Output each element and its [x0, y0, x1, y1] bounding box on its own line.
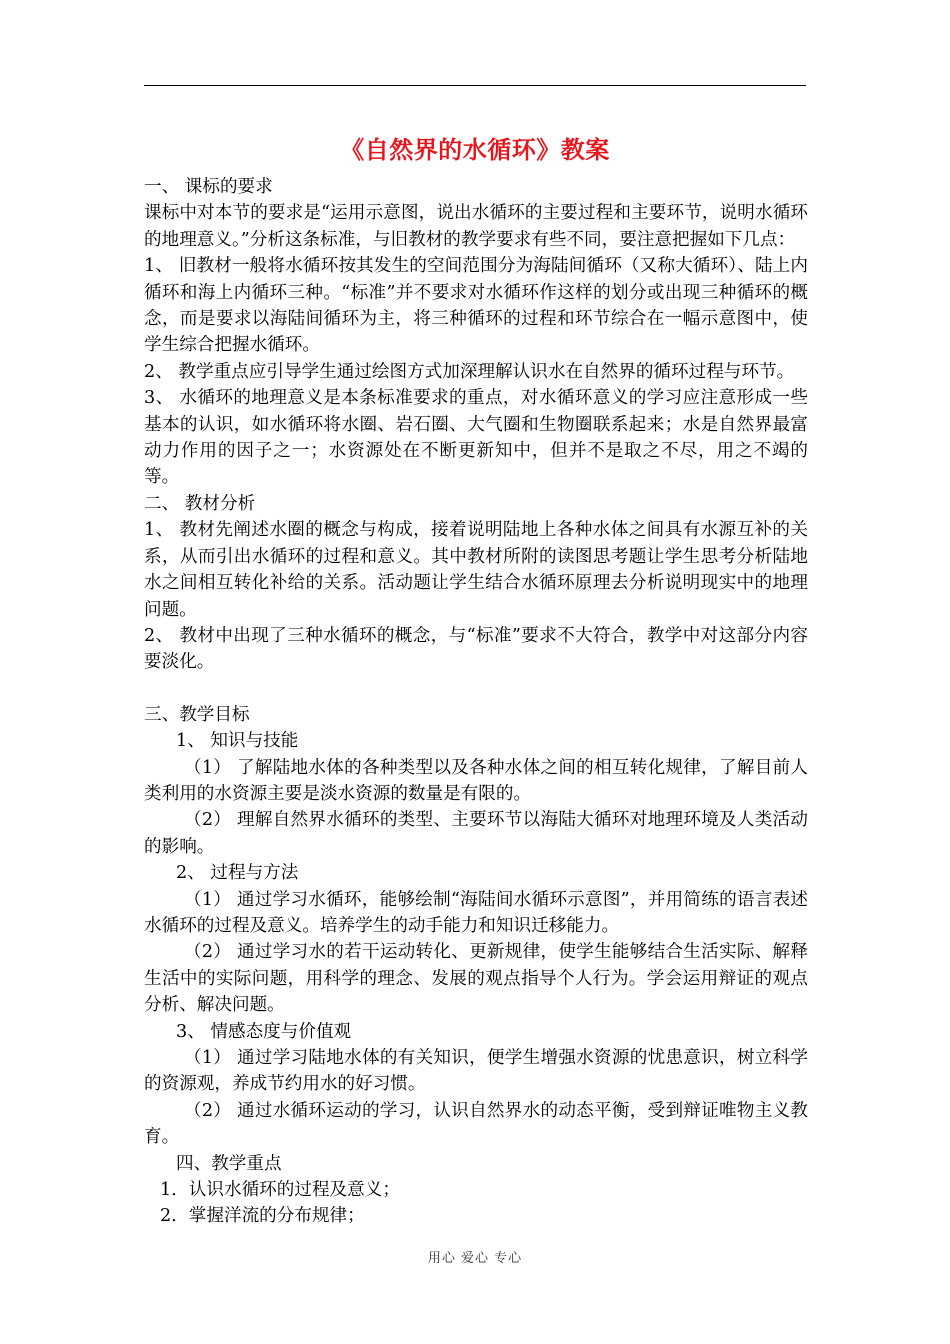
section-3-subheading-3: 3、 情感态度与价值观 — [176, 1021, 352, 1042]
section-3-subheading-1: 1、 知识与技能 — [176, 731, 299, 752]
document-title: 《自然界的水循环》教案 — [340, 136, 610, 164]
blank-line — [144, 676, 808, 702]
section-3-item-1-1 — [144, 755, 808, 808]
section-1-heading: 一、 课标的要求 — [144, 177, 273, 197]
section-3-item-1-2-text: （2） 理解自然界水循环的类型、主要环节以海陆大循环对地理环境及人类活动的影响。 — [144, 810, 808, 857]
section-4-heading: 四、教学重点 — [176, 1153, 282, 1174]
section-1-paragraph-4: 3、 水循环的地理意义是本条标准要求的重点，对水循环意义的学习应注意形成一些基本的认识，如水循环将水圈、岩石圈、大气圈和生物圈联系起来；水是自然界最富动力作用的因子之一；水资源处在不断更新知中，但并不是取之不尽，用之不竭的等。 — [144, 388, 808, 488]
section-4-item-1: 1．认识水循环的过程及意义； — [160, 1180, 400, 1201]
section-2-heading: 二、 教材分析 — [144, 493, 256, 514]
section-3-item-3-2-text: （2） 通过水循环运动的学习，认识自然界水的动态平衡，受到辩证唯物主义教育。 — [144, 1100, 808, 1148]
section-3-item-1-1-text: （1） 了解陆地水体的各种类型以及各种水体之间的相互转化规律，了解目前人类利用的水资源主要是淡水资源的数量是有限的。 — [144, 757, 808, 804]
section-3-item-3-2 — [144, 1098, 808, 1151]
section-3-heading: 三、教学目标 — [144, 704, 250, 725]
page-footer: 用心 爱心 专心 — [427, 1251, 523, 1266]
section-1-paragraph-2: 1、 旧教材一般将水循环按其发生的空间范围分为海陆间循环（又称大循环）、陆上内循环和海上内循环三种。“标准”并不要求对水循环作这样的划分或出现三种循环的概念，而是要求以海陆间循环为主，将三种循环的过程和环节综合在一幅示意图中，使学生综合把握水循环。 — [144, 256, 808, 356]
section-3-item-1-2 — [144, 807, 808, 860]
section-2-paragraph-1: 1、 教材先阐述水圈的概念与构成，接着说明陆地上各种水体之间具有水源互补的关系，从而引出水循环的过程和意义。其中教材所附的读图思考题让学生思考分析陆地水之间相互转化补给的关系。活动题让学生结合水循环原理去分析说明现实中的地理问题。 — [144, 520, 808, 620]
section-3-subheading-2: 2、 过程与方法 — [176, 863, 299, 884]
section-1-paragraph-3: 2、 教学重点应引导学生通过绘图方式加深理解认识水在自然界的循环过程与环节。 — [144, 361, 795, 382]
section-3-item-2-2 — [144, 939, 808, 1018]
section-3-item-2-2-text: （2） 通过学习水的若干运动转化、更新规律，使学生能够结合生活实际、解释生活中的实际问题，用科学的理念、发展的观点指导个人行为。学会运用辩证的观点分析、解决问题。 — [144, 942, 808, 1016]
document-body — [144, 174, 808, 1230]
section-2-paragraph-2: 2、 教材中出现了三种水循环的概念，与“标准”要求不大符合，教学中对这部分内容要淡化。 — [144, 625, 808, 673]
section-4-item-2: 2．掌握洋流的分布规律； — [160, 1206, 365, 1227]
section-1-paragraph-1: 课标中对本节的要求是“运用示意图，说出水循环的主要过程和主要环节，说明水循环的地理意义。”分析这条标准，与旧教材的教学要求有些不同，要注意把握如下几点： — [144, 203, 808, 250]
section-3-item-3-1-text: （1） 通过学习陆地水体的有关知识，便学生增强水资源的忧患意识，树立科学的资源观，养成节约用水的好习惯。 — [144, 1048, 808, 1095]
section-3-item-2-1 — [144, 887, 808, 940]
section-3-item-3-1 — [144, 1045, 808, 1098]
section-3-item-2-1-text: （1） 通过学习水循环，能够绘制“海陆间水循环示意图”，并用简练的语言表述水循环的过程及意义。培养学生的动手能力和知识迁移能力。 — [144, 889, 808, 936]
header-rule — [144, 85, 806, 86]
